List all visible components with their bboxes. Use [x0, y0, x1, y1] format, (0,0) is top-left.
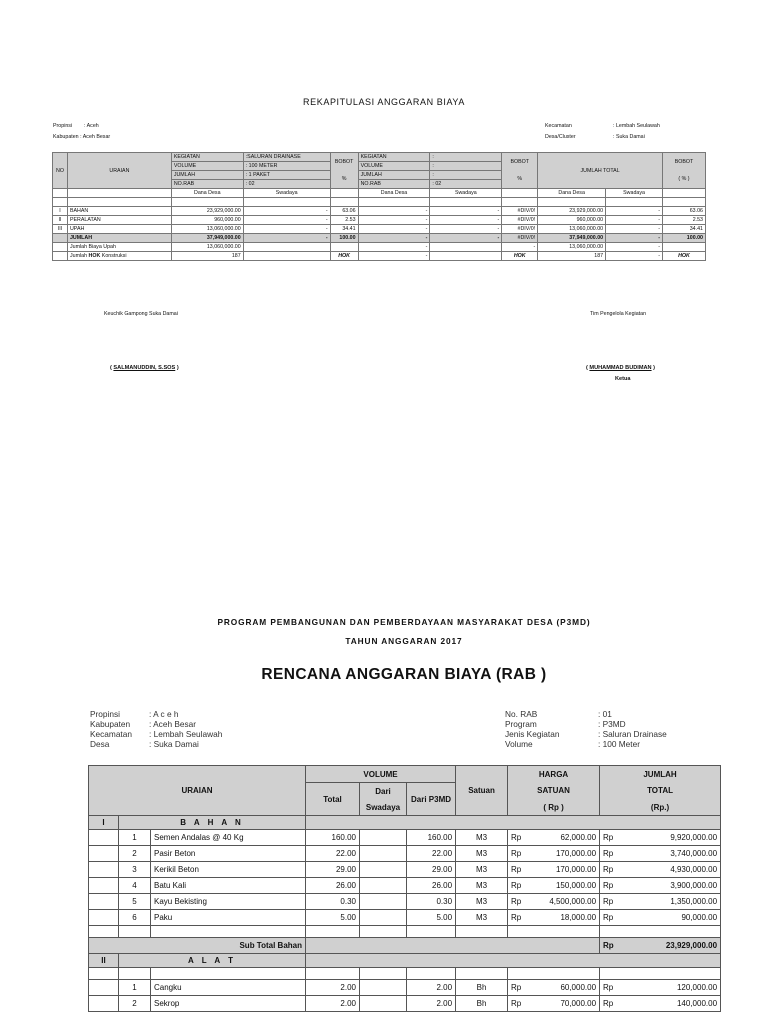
recap-header-row: VOLUME : 100 METER VOLUME : — [53, 162, 706, 171]
program-title: PROGRAM PEMBANGUNAN DAN PEMBERDAYAAN MASYARAKAT DESA (P3MD) — [217, 617, 591, 627]
rab-header-row: URAIAN VOLUME Satuan HARGA JUMLAH — [89, 766, 721, 783]
rab-table — [88, 765, 721, 1012]
recap-upah-row: Jumlah Biaya Upah 13,060,000.00 - - 13,060,000.00 - — [53, 243, 706, 252]
info-row: Kabupaten : Aceh Besar — [53, 133, 111, 140]
rab-row: 2 Pasir Beton 22.00 22.00 M3 Rp 170,000.00 Rp 3,740,000.00 — [89, 846, 721, 862]
rab-header-row: Swadaya ( Rp ) (Rp.) — [89, 799, 721, 816]
recap-header-row: JUMLAH : 1 PAKET % JUMLAH : % ( % ) — [53, 171, 706, 180]
recap-total-row: JUMLAH 37,949,000.00 - 100.00 - - #DIV/0! 37,949,000.00 - 100.00 — [53, 234, 706, 243]
info-row: Kabupaten : Aceh Besar — [90, 719, 197, 729]
rab-header-row: Total Dari Dari P3MD SATUAN TOTAL — [89, 783, 721, 800]
sign-left-name: ( SALMANUDDIN, S.SOS ) — [110, 365, 179, 371]
year-title: TAHUN ANGGARAN 2017 — [345, 636, 463, 646]
info-row: Kecamatan : Lembah Seulawah — [545, 123, 660, 129]
sign-right-title: Tim Pengelola Kegiatan — [590, 311, 647, 317]
rab-row: 1 Semen Andalas @ 40 Kg 160.00 160.00 M3 Rp 62,000.00 Rp 9,920,000.00 — [89, 830, 721, 846]
recap-blank-row — [53, 198, 706, 207]
recap-subheader-row: Dana Desa Swadaya Dana Desa Swadaya Dana Desa Swadaya — [53, 189, 706, 198]
recap-row: I BAHAN 23,929,000.00 - 63.06 - - #DIV/0! 23,929,000.00 - 63.06 — [53, 207, 706, 216]
rab-row: 3 Kerikil Beton 29.00 29.00 M3 Rp 170,000.00 Rp 4,930,000.00 — [89, 862, 721, 878]
recap-hok-row: Jumlah HOK Konstruksi 187 HOK - HOK 187 - HOK — [53, 252, 706, 261]
subtotal-row: Sub Total Bahan Rp 23,929,000.00 — [89, 938, 721, 954]
section-row-alat: II A L A T — [89, 954, 721, 968]
rab-row: 5 Kayu Bekisting 0.30 0.30 M3 Rp 4,500,000.00 Rp 1,350,000.00 — [89, 894, 721, 910]
recap-header-row: NO.RAB : 02 NO.RAB : 02 — [53, 180, 706, 189]
info-row: Jenis Kegiatan : Saluran Drainase — [505, 729, 667, 739]
sign-right-role: Ketua — [615, 376, 631, 382]
info-row: Volume : 100 Meter — [505, 739, 640, 749]
recap-info-right — [545, 121, 660, 142]
recap-table — [52, 152, 706, 261]
sign-right-name: ( MUHAMMAD BUDIMAN ) — [586, 365, 655, 371]
recap-title: REKAPITULASI ANGGARAN BIAYA — [303, 97, 465, 107]
rab-blank-row — [89, 968, 721, 980]
rab-row: 1 Cangku 2.00 2.00 Bh Rp 60,000.00 Rp 120,000.00 — [89, 980, 721, 996]
info-row: Desa/Cluster : Suka Damai — [545, 133, 645, 140]
info-row: No. RAB : 01 — [505, 709, 612, 719]
rab-row: 4 Batu Kali 26.00 26.00 M3 Rp 150,000.00 Rp 3,900,000.00 — [89, 878, 721, 894]
info-row: Program : P3MD — [505, 719, 626, 729]
info-row: Kecamatan : Lembah Seulawah — [90, 729, 223, 739]
rab-row: 6 Paku 5.00 5.00 M3 Rp 18,000.00 Rp 90,000.00 — [89, 910, 721, 926]
recap-info-left — [53, 121, 110, 142]
info-row: Propinsi : Aceh — [53, 123, 99, 129]
info-row: Desa : Suka Damai — [90, 739, 199, 749]
info-row: Propinsi : A c e h — [90, 709, 179, 719]
rab-row: 2 Sekrop 2.00 2.00 Bh Rp 70,000.00 Rp 140,000.00 — [89, 996, 721, 1012]
rab-info-right — [505, 709, 667, 749]
sign-left-title: Keuchik Gampong Suka Damai — [104, 311, 178, 317]
recap-row: II PERALATAN 960,000.00 - 2.53 - - #DIV/0! 960,000.00 - 2.53 — [53, 216, 706, 225]
rab-info-left — [90, 709, 222, 749]
recap-header-row: NO URAIAN KEGIATAN :SALURAN DRAINASE BOBOT KEGIATAN : BOBOT JUMLAH TOTAL BOBOT — [53, 153, 706, 162]
rab-title: RENCANA ANGGARAN BIAYA (RAB ) — [261, 666, 547, 683]
recap-row: III UPAH 13,060,000.00 - 34.41 - - #DIV/0! 13,060,000.00 - 34.41 — [53, 225, 706, 234]
rab-blank-row — [89, 926, 721, 938]
section-row-bahan: I B A H A N — [89, 816, 721, 830]
